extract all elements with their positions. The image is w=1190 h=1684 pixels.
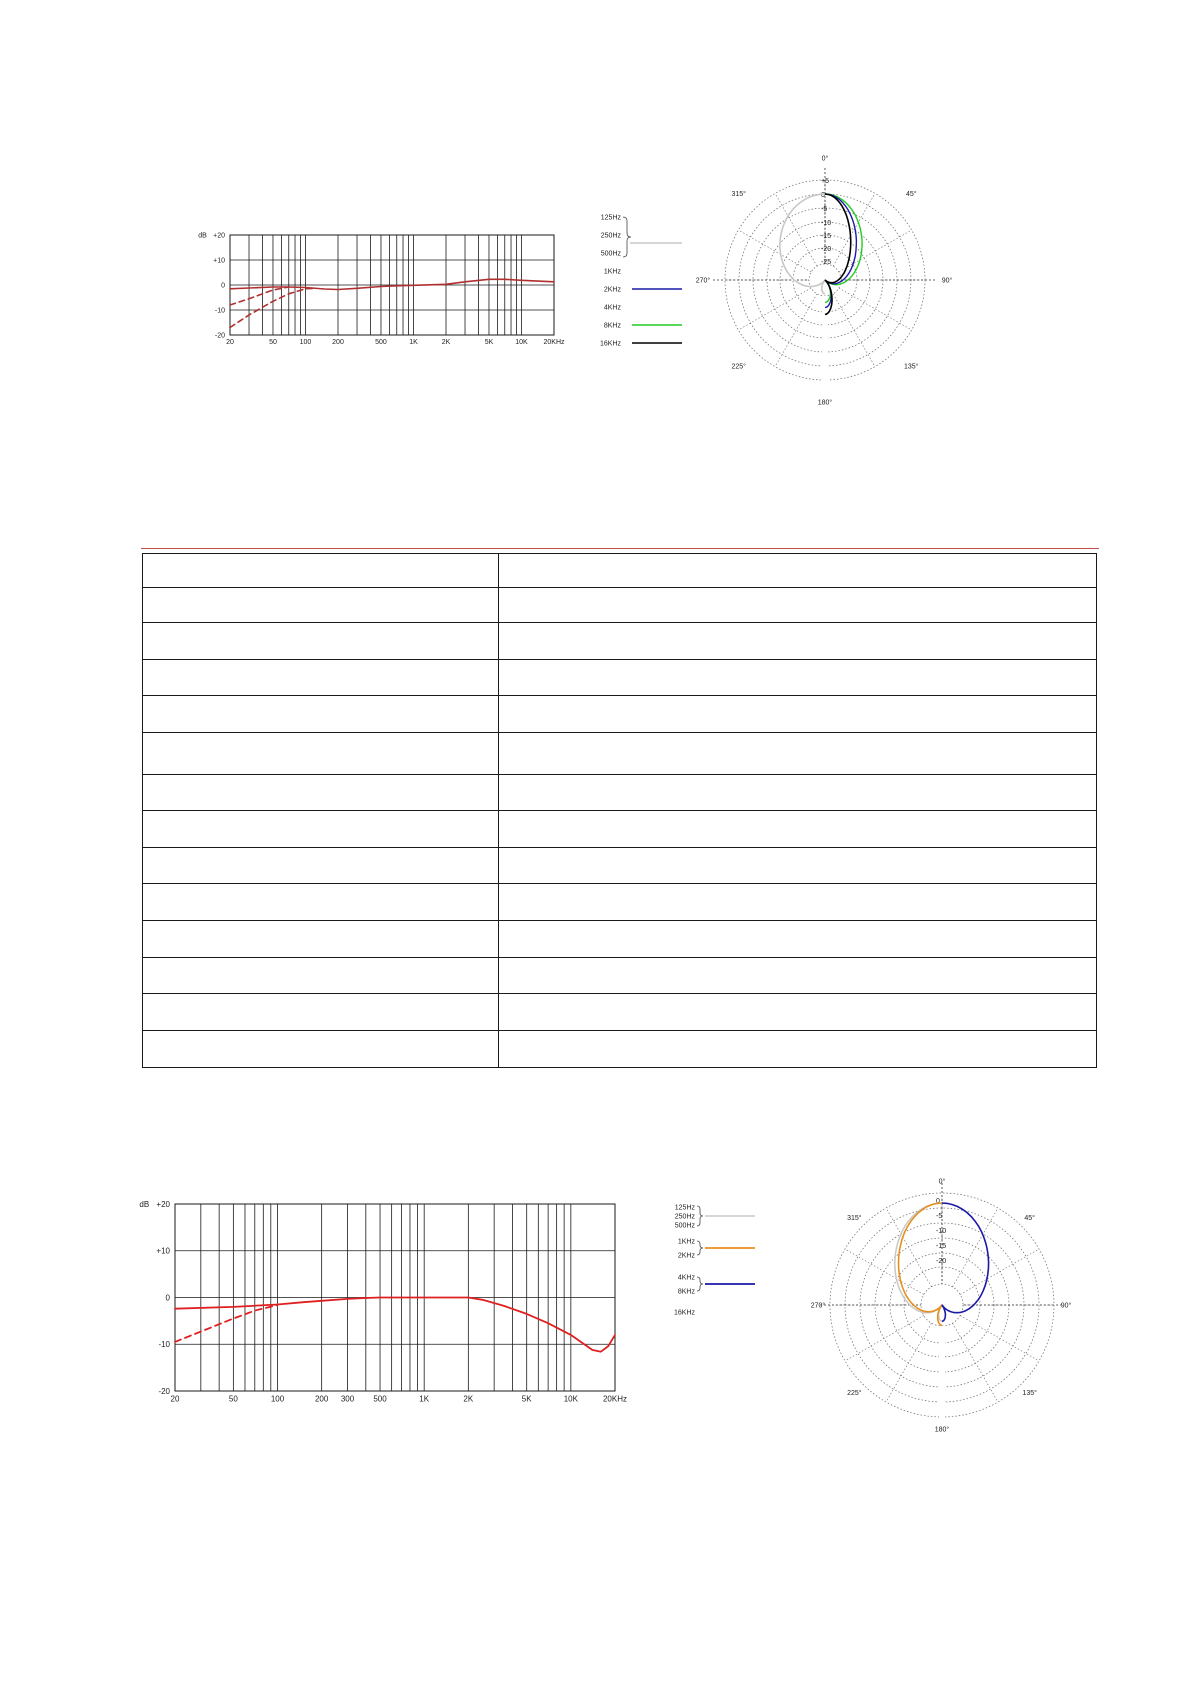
table-cell (499, 554, 1097, 588)
x-tick-label: 10K (563, 1394, 578, 1404)
table-cell (143, 958, 499, 994)
table-cell (499, 696, 1097, 733)
table-cell (499, 775, 1097, 811)
polar-angle-label: 315° (731, 191, 746, 199)
polar-spoke (953, 1208, 999, 1287)
polar-spoke (953, 1323, 999, 1402)
polar-spoke (960, 1249, 1039, 1295)
y-tick-label: 0 (221, 282, 225, 290)
polar-angle-label: 225° (731, 363, 746, 371)
polar-angle-label: 0° (938, 1178, 946, 1186)
polar-ring-label: -20 (936, 1258, 947, 1265)
x-tick-label: 5K (484, 339, 494, 347)
x-tick-label: 100 (299, 339, 312, 347)
polar-ring-label: 0 (936, 1198, 940, 1205)
y-tick-label: -20 (214, 332, 225, 340)
y-tick-label: 0 (165, 1293, 170, 1303)
polar-angle-label: 135° (1022, 1390, 1037, 1398)
legend-label: 250Hz (600, 232, 621, 240)
axis-gap (822, 296, 828, 396)
legend-label: 1KHz (603, 268, 621, 276)
y-tick-label: +20 (156, 1199, 170, 1209)
table-cell (143, 623, 499, 660)
x-tick-label: 200 (332, 339, 344, 347)
polar-spoke (839, 288, 912, 330)
polar-angle-label: 45° (905, 191, 917, 199)
polar-spoke (833, 193, 875, 266)
legend-label: 2KHz (677, 1252, 695, 1260)
legend-brace (623, 217, 631, 257)
legend-label: 8KHz (677, 1288, 695, 1296)
legend-brace (697, 1206, 703, 1226)
polar-ring-label: +5 (821, 178, 829, 185)
x-tick-label: 10K (515, 339, 528, 347)
polar-ring-label: -5 (821, 206, 828, 213)
table-cell (499, 588, 1097, 623)
legend-label: 4KHz (603, 304, 621, 312)
table-row (143, 660, 1097, 696)
table-cell (143, 921, 499, 958)
table-row (143, 775, 1097, 811)
polar-angle-label: 135° (904, 363, 919, 371)
table-row (143, 994, 1097, 1031)
polar-angle-label: 45° (1024, 1214, 1035, 1222)
table-row (143, 811, 1097, 848)
x-tick-label: 200 (314, 1394, 329, 1404)
table-cell (499, 660, 1097, 696)
section-divider (141, 548, 1099, 549)
table-cell (499, 994, 1097, 1031)
table-cell (143, 554, 499, 588)
polar-pattern-chart-2 (673, 1165, 1095, 1445)
polar-angle-label: 225° (847, 1390, 862, 1398)
legend-label: 125Hz (674, 1204, 695, 1212)
table-cell (143, 733, 499, 775)
table-cell (143, 775, 499, 811)
legend-brace (697, 1241, 703, 1255)
table-cell (143, 994, 499, 1031)
x-tick-label: 2K (441, 339, 451, 347)
axis-gap (939, 1326, 945, 1429)
x-tick-label: 20 (170, 1394, 180, 1404)
table-row (143, 1031, 1097, 1068)
legend-label: 16KHz (599, 340, 621, 348)
table-row (143, 588, 1097, 623)
x-tick-label: 500 (375, 339, 387, 347)
x-tick-label: 50 (269, 339, 277, 347)
polar-ring-label: -10 (936, 1228, 947, 1235)
legend-label: 1KHz (677, 1238, 695, 1246)
polar-angle-label: 270° (810, 1302, 826, 1310)
table-cell (143, 811, 499, 848)
y-tick-label: -20 (158, 1386, 170, 1396)
response-curve-dashed (230, 288, 314, 327)
legend-label: 16KHz (673, 1309, 695, 1317)
polar-ring-label: -20 (821, 246, 832, 253)
x-tick-label: 50 (228, 1394, 238, 1404)
table-cell (143, 696, 499, 733)
table-row (143, 884, 1097, 921)
response-curve-dashed (175, 1305, 278, 1342)
table-row (143, 958, 1097, 994)
x-tick-label: 5K (521, 1394, 532, 1404)
y-axis-label: dB (198, 232, 207, 240)
x-tick-label: 1K (409, 339, 418, 347)
table-cell (499, 884, 1097, 921)
polar-angle-label: 180° (934, 1426, 950, 1434)
polar-angle-label: 315° (847, 1214, 862, 1222)
legend-brace (697, 1277, 703, 1291)
legend-label: 250Hz (674, 1213, 695, 1221)
polar-ring-label: -15 (821, 233, 832, 240)
polar-ring-label: -5 (936, 1213, 943, 1220)
polar-ring-label: -15 (936, 1243, 947, 1250)
x-tick-label: 20KHz (602, 1394, 628, 1404)
table-cell (499, 958, 1097, 994)
table-cell (143, 848, 499, 884)
table-cell (499, 623, 1097, 660)
y-axis-label: dB (139, 1199, 150, 1209)
x-tick-label: 300 (340, 1394, 355, 1404)
table-cell (499, 921, 1097, 958)
legend-label: 500Hz (674, 1222, 695, 1230)
x-tick-label: 20 (226, 339, 234, 347)
y-tick-label: -10 (214, 307, 225, 315)
response-curve (230, 279, 554, 289)
polar-spoke (886, 1323, 932, 1402)
table-row (143, 921, 1097, 958)
y-tick-label: +10 (213, 257, 225, 265)
x-tick-label: 500 (373, 1394, 387, 1404)
x-tick-label: 2K (463, 1394, 474, 1404)
polar-ring-label: 0 (821, 192, 825, 199)
polar-spoke (738, 230, 811, 272)
polar-pattern-chart-1 (599, 155, 1030, 440)
table-row (143, 623, 1097, 660)
y-tick-label: +10 (156, 1246, 170, 1256)
table-cell (499, 733, 1097, 775)
table-row (143, 554, 1097, 588)
polar-angle-label: 0° (821, 155, 829, 163)
polar-curve-16k (825, 194, 851, 314)
polar-spoke (845, 1249, 924, 1295)
table-cell (499, 1031, 1097, 1068)
legend-label: 4KHz (677, 1274, 695, 1282)
table-cell (143, 1031, 499, 1068)
frequency-response-chart-1 (198, 230, 620, 370)
response-curve (175, 1298, 615, 1352)
table-cell (143, 588, 499, 623)
response-curve-dashed (230, 287, 289, 305)
table-row (143, 696, 1097, 733)
x-tick-label: 20KHz (543, 339, 565, 347)
legend-label: 2KHz (603, 286, 621, 294)
polar-angle-label: 270° (695, 277, 711, 285)
frequency-response-chart-2 (138, 1190, 638, 1420)
legend-label: 8KHz (603, 322, 621, 330)
polar-spoke (960, 1316, 1039, 1362)
table-cell (499, 848, 1097, 884)
polar-grid (713, 168, 937, 396)
table-row (143, 848, 1097, 884)
y-tick-label: -10 (158, 1340, 170, 1350)
table-row (143, 733, 1097, 775)
polar-spoke (738, 288, 811, 330)
polar-spoke (775, 294, 817, 367)
polar-ring-label: -10 (821, 220, 832, 227)
legend-label: 125Hz (600, 214, 621, 222)
table-cell (499, 811, 1097, 848)
table-cell (143, 884, 499, 921)
polar-angle-label: 180° (817, 399, 833, 407)
x-tick-label: 100 (270, 1394, 285, 1404)
y-tick-label: +20 (213, 232, 225, 240)
legend-label: 500Hz (600, 250, 621, 258)
x-tick-label: 1K (419, 1394, 430, 1404)
polar-ring-label: -25 (821, 259, 832, 266)
polar-spoke (833, 294, 875, 367)
polar-angle-label: 90° (1060, 1302, 1072, 1310)
polar-angle-label: 90° (941, 277, 953, 285)
spec-table (142, 553, 1097, 1068)
chart-grid (230, 235, 554, 335)
table-cell (143, 660, 499, 696)
polar-spoke (845, 1316, 924, 1362)
